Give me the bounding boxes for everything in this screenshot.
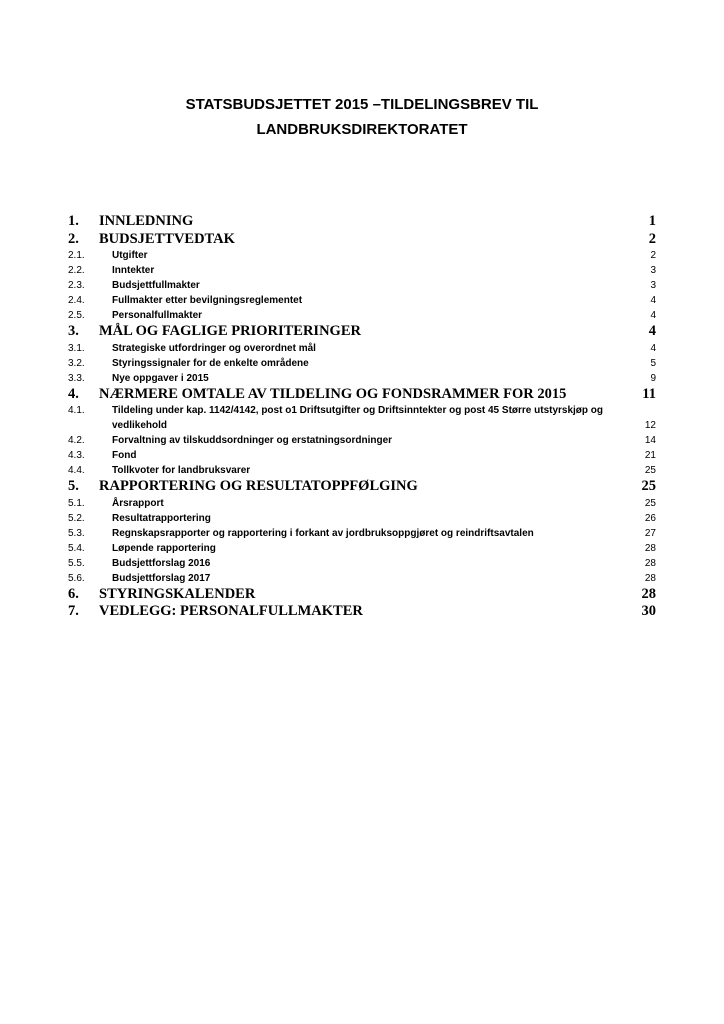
toc-entry[interactable] [68,433,656,448]
toc-entry-title: STYRINGSKALENDER [99,585,256,602]
toc-entry[interactable] [68,386,656,404]
toc-entry-title: Inntekter [112,265,155,276]
toc-entry-title: Årsrapport [112,497,164,509]
toc-entry[interactable] [68,603,656,621]
table-of-contents [68,213,656,621]
toc-entry-title: NÆRMERE OMTALE AV TILDELING OG FONDSRAMMER FOR 2015 [99,385,567,402]
toc-entry-title: Fullmakter etter bevilgningsreglementet [112,295,303,306]
toc-entry-title: Budsjettforslag 2016 [112,557,211,569]
toc-entry-continuation[interactable] [68,418,656,433]
toc-entry-title: Resultatrapportering [112,512,211,524]
toc-entry[interactable] [68,341,656,356]
toc-entry-number: 5.4. [68,542,85,554]
toc-entry-title: Fond [112,450,137,461]
toc-entry[interactable] [68,323,656,341]
toc-entry-page: 4 [648,323,656,339]
toc-entry-number: 3.3. [68,372,85,384]
toc-entry-number: 3.1. [68,342,85,354]
toc-entry-title: INNLEDNING [99,213,194,229]
toc-entry-title: Nye oppgaver i 2015 [112,372,209,384]
toc-entry[interactable] [68,248,656,263]
toc-entry-number: 5.1. [68,497,85,509]
toc-entry-page: 25 [644,465,656,476]
toc-entry-page: 30 [641,603,656,619]
toc-entry[interactable] [68,371,656,386]
toc-entry-title: Utgifter [112,250,148,261]
toc-entry-title-continuation: vedlikehold [112,420,168,431]
toc-entry-number: 4. [68,385,79,402]
toc-entry-number: 4.4. [68,465,85,476]
toc-entry-title: Budsjettforslag 2017 [112,572,211,584]
toc-entry[interactable] [68,448,656,463]
toc-entry[interactable] [68,478,656,496]
toc-entry-page: 5 [650,357,656,369]
toc-entry-title: Budsjettfullmakter [112,280,200,291]
toc-entry-title: Personalfullmakter [112,310,203,321]
toc-entry-title: VEDLEGG: PERSONALFULLMAKTER [99,603,363,619]
toc-entry-page: 14 [644,435,656,446]
toc-entry-title: Tollkvoter for landbruksvarer [112,465,251,476]
document-title-line-1: STATSBUDSJETTET 2015 –TILDELINGSBREV TIL [185,96,539,113]
toc-entry-page: 28 [644,572,656,584]
toc-entry-number: 4.2. [68,435,85,446]
toc-entry-page: 25 [641,478,656,494]
toc-entry-number: 5.5. [68,557,85,569]
toc-entry-page: 2 [650,250,656,261]
toc-entry-number: 2.3. [68,280,85,291]
toc-entry-page: 1 [648,213,656,229]
toc-entry-page: 2 [648,230,656,247]
toc-entry[interactable] [68,278,656,293]
toc-entry-title: MÅL OG FAGLIGE PRIORITERINGER [99,323,361,339]
toc-entry-number: 6. [68,585,79,602]
toc-entry[interactable] [68,556,656,571]
toc-entry-number: 2.2. [68,265,85,276]
toc-entry[interactable] [68,496,656,511]
toc-entry-title: RAPPORTERING OG RESULTATOPPFØLGING [99,478,418,494]
toc-entry-page: 27 [644,527,656,539]
toc-entry-number: 3.2. [68,357,85,369]
toc-entry-number: 2. [68,230,79,247]
toc-entry-page: 28 [644,557,656,569]
toc-entry-title: Forvaltning av tilskuddsordninger og erstatningsordninger [112,435,393,446]
toc-entry[interactable] [68,541,656,556]
toc-entry-title: Styringssignaler for de enkelte områdene [112,357,309,369]
toc-entry[interactable] [68,293,656,308]
toc-entry-number: 3. [68,323,79,339]
toc-entry-title: BUDSJETTVEDTAK [99,230,235,247]
toc-entry-page: 11 [642,385,656,402]
toc-entry[interactable] [68,263,656,278]
document-title-line-2: LANDBRUKSDIREKTORATET [256,121,468,138]
toc-entry-page: 4 [650,295,656,306]
toc-entry[interactable] [68,463,656,478]
toc-entry-number: 2.1. [68,250,85,261]
toc-entry-page: 26 [644,512,656,524]
toc-entry-title: Løpende rapportering [112,542,216,554]
toc-entry-title: Tildeling under kap. 1142/4142, post o1 Driftsutgifter og Driftsinntekter og post 45 Større utstyrskjøp og [112,405,604,416]
toc-entry-page: 3 [650,265,656,276]
toc-entry[interactable] [68,586,656,604]
toc-entry[interactable] [68,308,656,323]
toc-entry-page: 28 [644,542,656,554]
toc-entry-page: 21 [644,450,656,461]
toc-entry-number: 5.3. [68,527,85,539]
toc-entry-title: Strategiske utfordringer og overordnet mål [112,342,316,354]
toc-entry[interactable] [68,213,656,231]
toc-entry[interactable] [68,526,656,541]
toc-entry[interactable] [68,511,656,526]
toc-entry[interactable] [68,356,656,371]
toc-entry[interactable] [68,403,656,418]
toc-entry-number: 7. [68,603,79,619]
toc-entry-number: 2.5. [68,310,85,321]
toc-entry-page: 3 [650,280,656,291]
toc-entry-page: 4 [650,310,656,321]
toc-entry-number: 5.2. [68,512,85,524]
toc-entry-title: Regnskapsrapporter og rapportering i forkant av jordbruksoppgjøret og reindriftsavtalen [112,527,534,539]
toc-entry-number: 5. [68,478,79,494]
toc-entry-page: 4 [650,342,656,354]
toc-entry-page: 12 [644,420,656,431]
toc-entry-number: 4.1. [68,405,85,416]
toc-entry[interactable] [68,231,656,249]
toc-entry-page: 9 [650,372,656,384]
toc-entry-page: 28 [641,585,656,602]
toc-entry-number: 2.4. [68,295,85,306]
toc-entry-number: 1. [68,213,79,229]
toc-entry-number: 5.6. [68,572,85,584]
toc-entry[interactable] [68,571,656,586]
toc-entry-number: 4.3. [68,450,85,461]
toc-entry-page: 25 [644,497,656,509]
